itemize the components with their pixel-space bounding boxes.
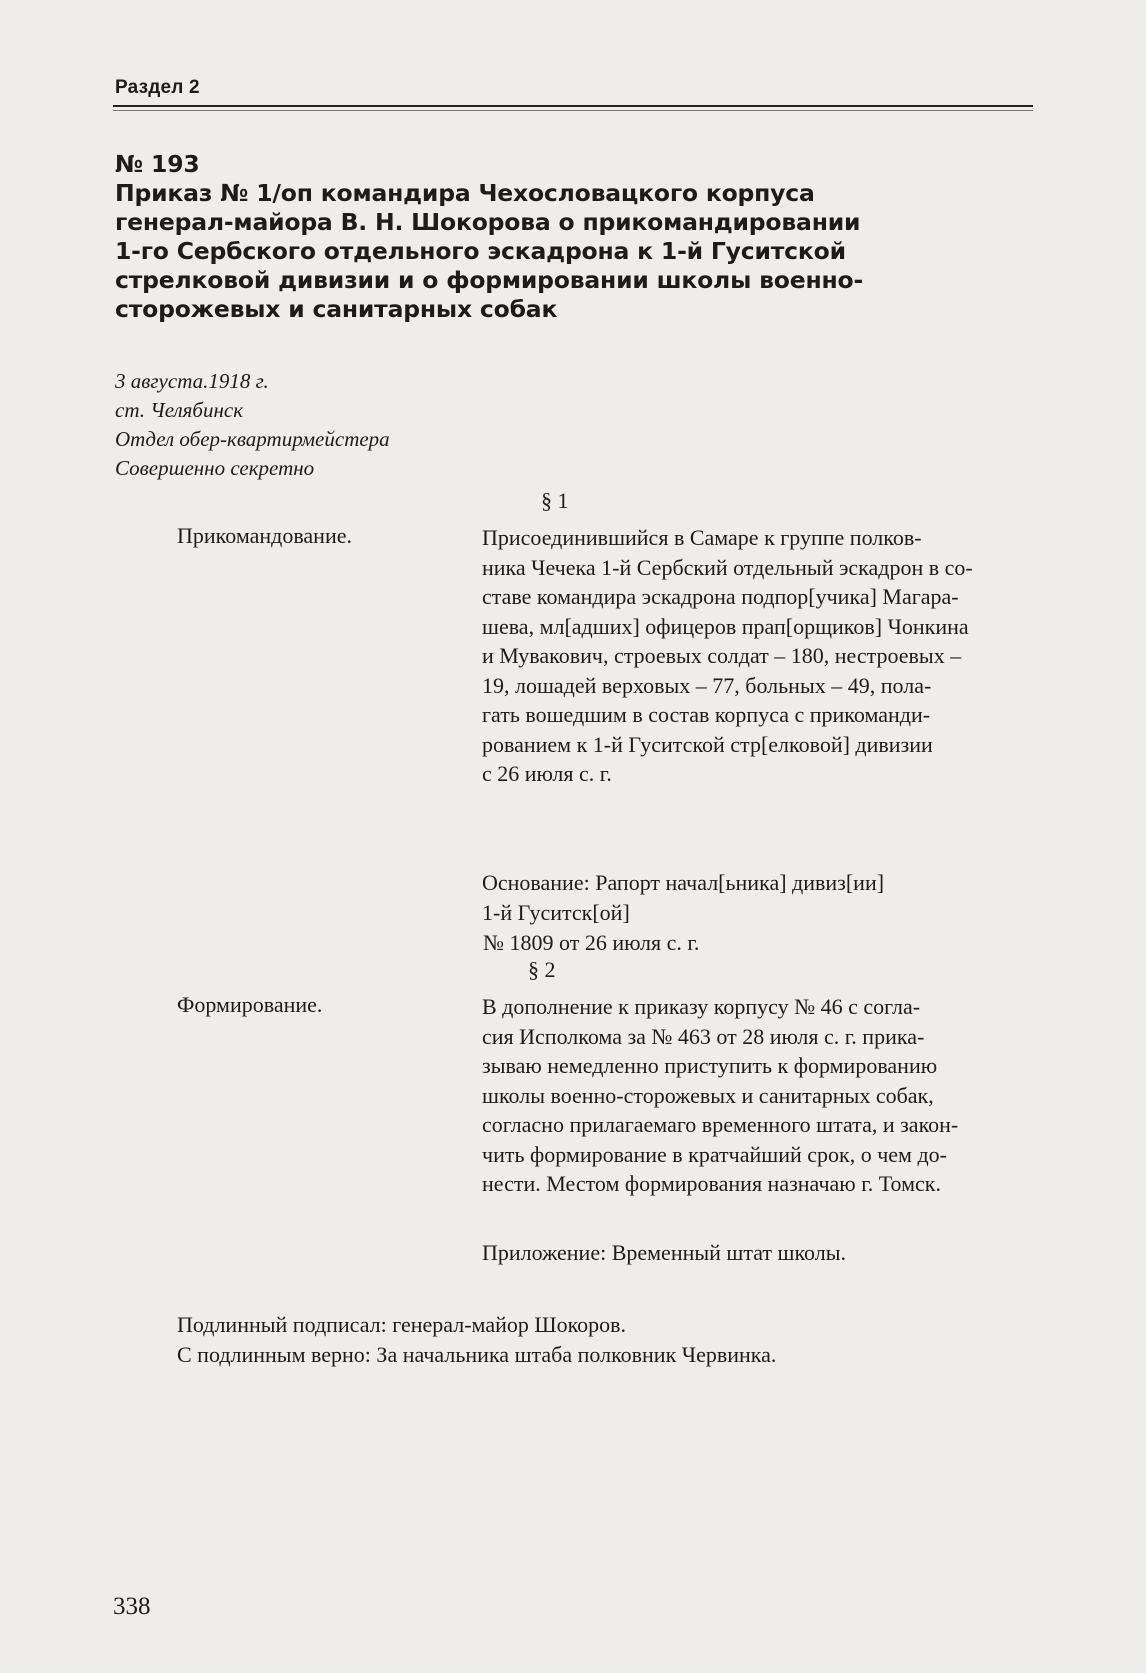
section-1-text: [482, 523, 1034, 789]
text-line: зываю немедленно приступить к формированию: [482, 1053, 938, 1078]
text-line: чить формирование в кратчайший срок, о чем до-: [482, 1141, 947, 1167]
text-line: шева, мл[адших] офицеров прап[орщиков] Чонкина: [482, 613, 969, 639]
text-line: с 26 июля с. г.: [482, 761, 612, 786]
text-line: рованием к 1-й Гуситской стр[елковой] дивизии: [482, 731, 933, 757]
text-line: нести. Местом формирования назначаю г. Томск.: [482, 1171, 941, 1196]
text-line: Присоединившийся в Самаре к группе полков-: [482, 525, 922, 550]
section-1-sign: § 1: [541, 488, 569, 513]
section-label: Раздел 2: [115, 77, 200, 98]
meta-department: Отдел обер-квартирмейстера: [115, 427, 390, 451]
section-2-appendix: Приложение: Временный штат школы.: [482, 1240, 847, 1265]
signature-certified: С подлинным верно: За начальника штаба полковник Червинка.: [177, 1342, 777, 1367]
title-line: 1-го Сербского отдельного эскадрона к 1-й Гуситской: [115, 237, 846, 265]
text-line: согласно прилагаемаго временного штата, и закон-: [482, 1112, 959, 1137]
text-line: гать вошедшим в состав корпуса с прикоманди-: [482, 702, 931, 727]
text-line: ника Чечека 1-й Сербский отдельный эскадрон в со-: [482, 554, 973, 580]
header-rule-thin: [113, 110, 1033, 111]
section-2-sign: § 2: [528, 957, 556, 982]
signatures: [177, 1310, 776, 1370]
text-line: В дополнение к приказу корпусу № 46 с согла-: [482, 994, 921, 1019]
meta-date: 3 августа.1918 г.: [115, 369, 269, 393]
section-2-text: [482, 992, 1034, 1199]
section-1-basis: [482, 868, 1034, 958]
document-title: [115, 150, 1015, 324]
document-meta: [115, 367, 390, 483]
basis-line: 1-й Гуситск[ой]: [482, 900, 630, 925]
title-line: генерал-майора В. Н. Шокорова о прикомандировании: [115, 208, 861, 236]
basis-line: Основание: Рапорт начал[ьника] дивиз[ии]: [482, 870, 885, 895]
meta-place: ст. Челябинск: [115, 398, 244, 422]
text-line: ставе командира эскадрона подпор[учика] Магара-: [482, 584, 959, 609]
title-line: № 193: [115, 150, 200, 178]
title-line: Приказ № 1/оп командира Чехословацкого корпуса: [115, 179, 815, 207]
title-line: сторожевых и санитарных собак: [115, 295, 558, 323]
header-rule: [113, 105, 1033, 107]
section-1-label: Прикомандование.: [177, 523, 352, 548]
signature-original: Подлинный подписал: генерал-майор Шокоров.: [177, 1312, 627, 1337]
section-2-label: Формирование.: [177, 992, 323, 1017]
text-line: и Мувакович, строевых солдат – 180, нестроевых –: [482, 643, 962, 668]
text-line: школы военно-сторожевых и санитарных собак,: [482, 1082, 934, 1108]
text-line: сия Исполкома за № 463 от 28 июля с. г. прика-: [482, 1023, 925, 1049]
title-line: стрелковой дивизии и о формировании школы военно-: [115, 266, 864, 294]
meta-classification: Совершенно секретно: [115, 456, 315, 480]
text-line: 19, лошадей верховых – 77, больных – 49, пола-: [482, 672, 932, 698]
page-number: 338: [113, 1593, 151, 1620]
basis-line: № 1809 от 26 июля с. г.: [483, 930, 700, 955]
